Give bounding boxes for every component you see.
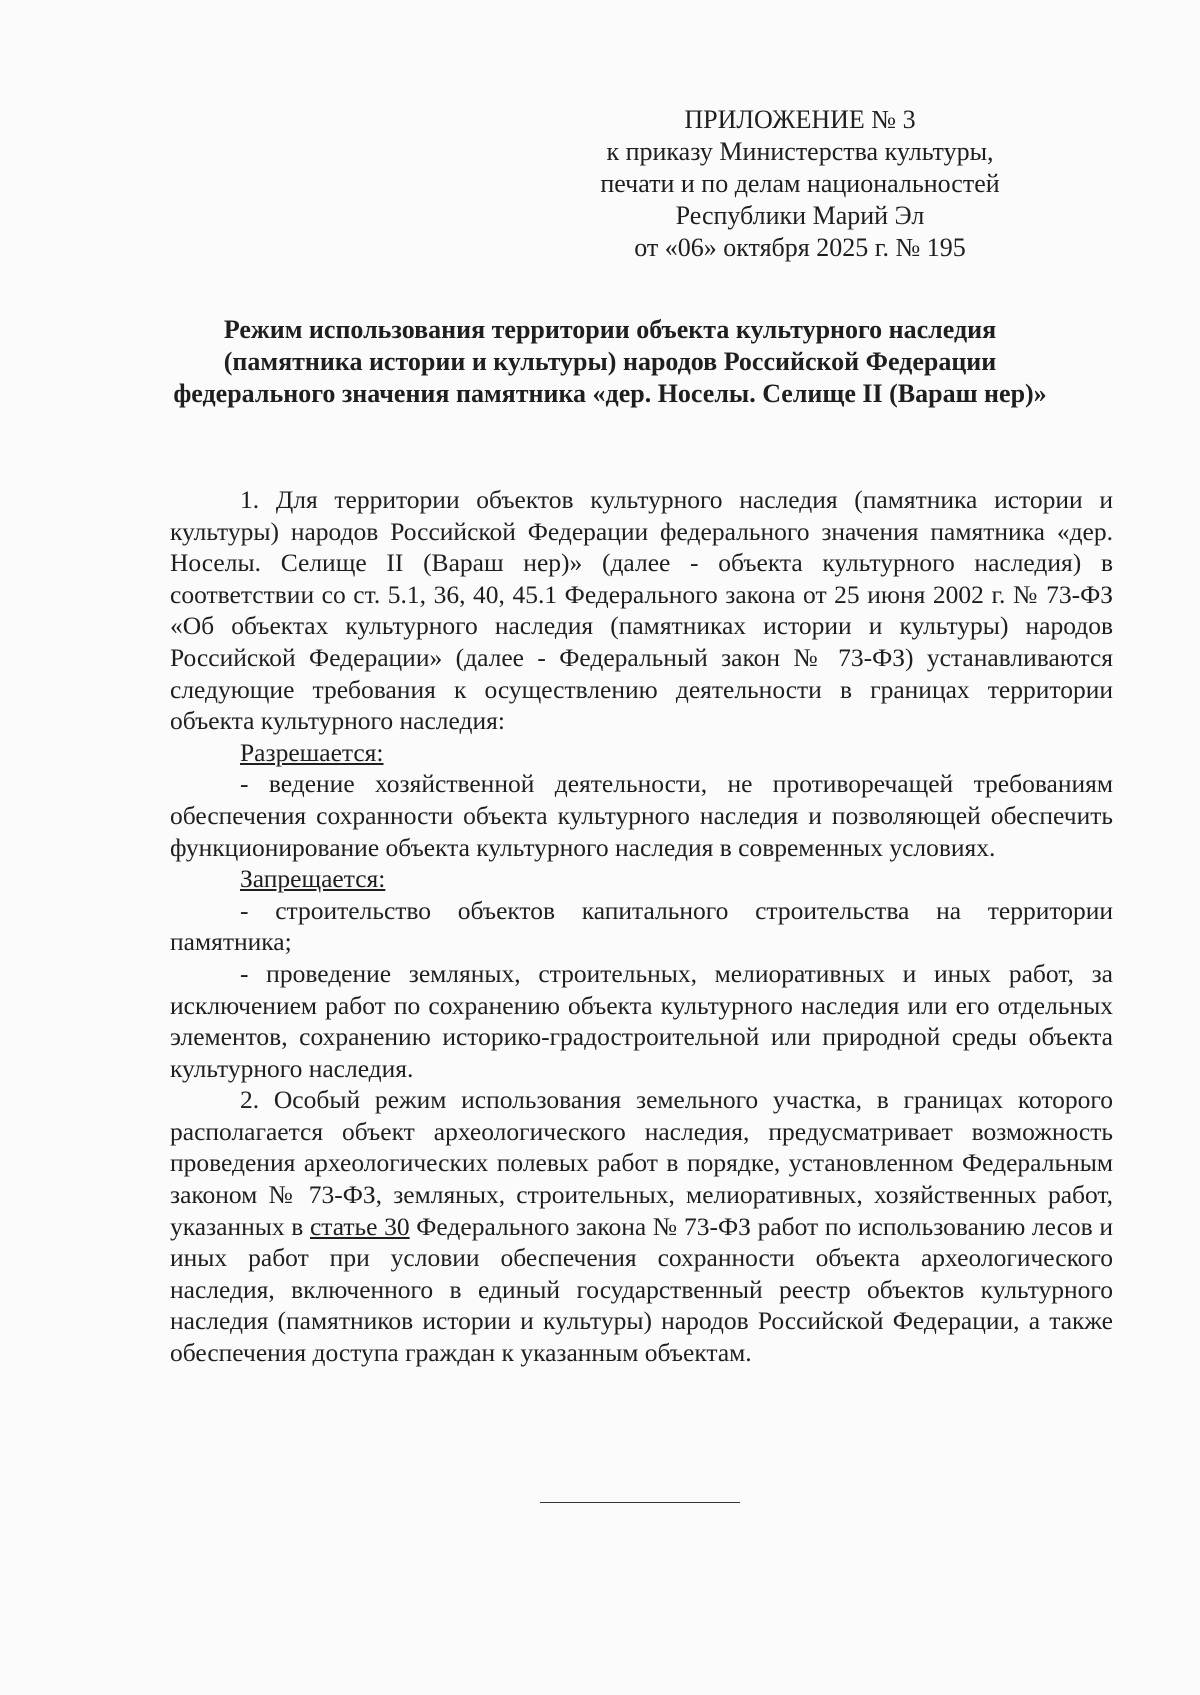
document-body	[170, 484, 1113, 1369]
appendix-ref-line: печати и по делам национальностей	[600, 169, 1000, 198]
paragraph-2-text: 2. Особый режим использования земельного участка, в границах которого располагается объект археологического наследия, предусматривает возможность проведения археологических полевых работ в порядке, установленном Федеральным законом № 73-ФЗ, земляных, строительных, мелиоративных, хозяйственных работ, указанных в	[170, 1085, 1113, 1241]
title-line: федерального значения памятника «дер. Носелы. Селище II (Вараш нер)»	[173, 379, 1047, 408]
paragraph-2	[170, 1084, 1113, 1368]
law-article-link[interactable]: статье 30	[309, 1211, 410, 1241]
document-title	[110, 314, 1110, 410]
title-line: Режим использования территории объекта культурного наследия	[223, 315, 997, 344]
title-line: (памятника истории и культуры) народов Российской Федерации	[223, 347, 997, 376]
closing-rule	[540, 1502, 740, 1503]
paragraph-1: 1. Для территории объектов культурного наследия (памятника истории и культуры) народов Российской Федерации федерального значения памятника «дер. Носелы. Селище II (Вараш нер)» (далее - объекта культурного наследия) в соответствии со ст. 5.1, 36, 40, 45.1 Федерального закона от 25 июня 2002 г. № 73-ФЗ «Об объектах культурного наследия (памятниках истории и культуры) народов Российской Федерации» (далее - Федеральный закон № 73-ФЗ) устанавливаются следующие требования к осуществлению деятельности в границах территории объекта культурного наследия:	[170, 485, 1113, 736]
allowed-label-row	[170, 737, 1113, 769]
appendix-order-date: от «06» октября 2025 г. № 195	[634, 233, 966, 262]
allowed-item: - ведение хозяйственной деятельности, не противоречащей требованиям обеспечения сохранности объекта культурного наследия и позволяющей обеспечить функционирование объекта культурного наследия в современных условиях.	[170, 769, 1113, 862]
appendix-number: ПРИЛОЖЕНИЕ № 3	[684, 105, 916, 134]
paragraph-2-text: Федерального закона № 73-ФЗ работ по использованию лесов и иных работ при условии обеспечения сохранности объекта археологического наследия, включенного в единый государственный реестр объектов культурного наследия (памятников истории и культуры) народов Российской Федерации, а также обеспечения доступа граждан к указанным объектам.	[170, 1211, 1113, 1368]
appendix-header	[560, 104, 1040, 264]
appendix-ref-line: Республики Марий Эл	[675, 201, 925, 230]
forbidden-item: - проведение земляных, строительных, мелиоративных и иных работ, за исключением работ по сохранению объекта культурного наследия или его отдельных элементов, сохранению историко-градостроительной или природной среды объекта культурного наследия.	[170, 958, 1113, 1083]
appendix-ref-line: к приказу Министерства культуры,	[606, 137, 994, 166]
forbidden-label: Запрещается:	[240, 864, 386, 894]
forbidden-label-row	[170, 863, 1113, 895]
forbidden-item: - строительство объектов капитального строительства на территории памятника;	[170, 895, 1113, 957]
allowed-label: Разрешается:	[240, 737, 384, 767]
